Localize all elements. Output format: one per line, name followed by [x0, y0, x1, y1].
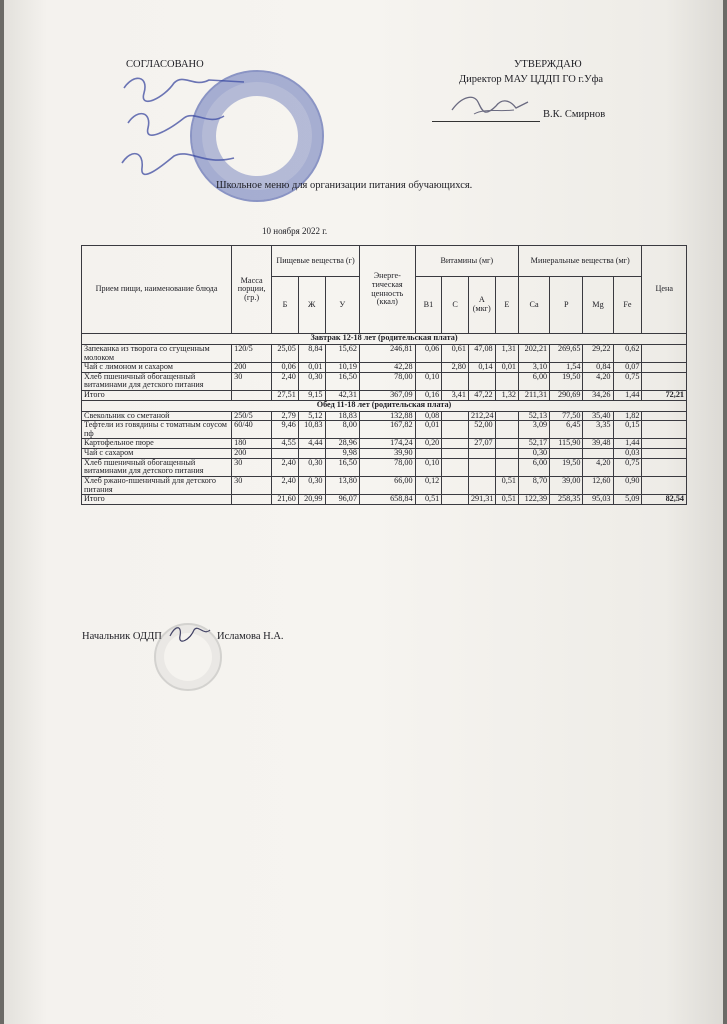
cell-a: 47,08 [468, 345, 495, 363]
cell-name: Свекольник со сметаной [82, 411, 232, 421]
cell-e: 0,01 [495, 363, 518, 373]
cell-u: 15,62 [325, 345, 359, 363]
document-page [4, 0, 723, 1024]
col-vitamins: Витамины (мг) [415, 246, 518, 277]
document-date: 10 ноября 2022 г. [262, 226, 328, 236]
cell-name: Запеканка из творога со сгущенным молоком [82, 345, 232, 363]
cell-fe: 0,07 [613, 363, 642, 373]
cell-portion: 60/40 [232, 421, 272, 439]
cell-e [495, 372, 518, 390]
cell-mg: 3,35 [583, 421, 613, 439]
cell-name: Итого [82, 391, 232, 401]
cell-zh: 10,83 [298, 421, 325, 439]
cell-b: 2,40 [272, 458, 299, 476]
cell-fe: 0,75 [613, 372, 642, 390]
cell-e [495, 458, 518, 476]
cell-portion [232, 495, 272, 505]
cell-e [495, 421, 518, 439]
cell-fe: 0,15 [613, 421, 642, 439]
cell-c [442, 495, 469, 505]
cell-fe: 0,75 [613, 458, 642, 476]
table-row [82, 439, 687, 449]
col-fe: Fe [613, 277, 642, 334]
col-portion: Масса порции, (гр.) [232, 246, 272, 334]
cell-fe: 0,03 [613, 449, 642, 459]
cell-p: 39,00 [550, 476, 583, 494]
col-e: Е [495, 277, 518, 334]
col-c: С [442, 277, 469, 334]
director-name: В.К. Смирнов [543, 109, 606, 120]
cell-b: 21,60 [272, 495, 299, 505]
cell-b: 9,46 [272, 421, 299, 439]
cell-p: 269,65 [550, 345, 583, 363]
cell-a [468, 458, 495, 476]
cell-fe: 1,44 [613, 439, 642, 449]
cell-ca: 6,00 [519, 372, 550, 390]
cell-portion: 250/5 [232, 411, 272, 421]
cell-mg [583, 449, 613, 459]
cell-price [642, 411, 687, 421]
menu-table [81, 245, 687, 505]
cell-price: 82,54 [642, 495, 687, 505]
cell-name: Чай с лимоном и сахаром [82, 363, 232, 373]
cell-p: 258,35 [550, 495, 583, 505]
cell-fe: 1,44 [613, 391, 642, 401]
cell-e [495, 439, 518, 449]
cell-energy: 246,81 [359, 345, 415, 363]
cell-p: 290,69 [550, 391, 583, 401]
cell-c [442, 411, 469, 421]
cell-portion: 180 [232, 439, 272, 449]
cell-name: Картофельное пюре [82, 439, 232, 449]
cell-price [642, 363, 687, 373]
document-title: Школьное меню для организации питания обучающихся. [216, 180, 473, 191]
cell-price [642, 372, 687, 390]
cell-p [550, 449, 583, 459]
cell-c: 0,61 [442, 345, 469, 363]
cell-zh: 5,12 [298, 411, 325, 421]
cell-b: 2,40 [272, 372, 299, 390]
cell-price [642, 458, 687, 476]
cell-c: 3,41 [442, 391, 469, 401]
cell-mg: 4,20 [583, 372, 613, 390]
cell-u: 16,50 [325, 372, 359, 390]
cell-ca: 3,09 [519, 421, 550, 439]
cell-zh: 0,30 [298, 372, 325, 390]
cell-b1: 0,10 [415, 372, 442, 390]
col-meal-name: Прием пищи, наименование блюда [82, 246, 232, 334]
cell-portion: 30 [232, 476, 272, 494]
cell-mg: 4,20 [583, 458, 613, 476]
col-b: Б [272, 277, 299, 334]
total-row [82, 495, 687, 505]
cell-fe: 5,09 [613, 495, 642, 505]
cell-a [468, 372, 495, 390]
cell-zh: 8,84 [298, 345, 325, 363]
cell-b1: 0,06 [415, 345, 442, 363]
col-p: Р [550, 277, 583, 334]
table-row [82, 363, 687, 373]
cell-zh: 20,99 [298, 495, 325, 505]
cell-zh: 0,30 [298, 458, 325, 476]
cell-zh: 4,44 [298, 439, 325, 449]
cell-portion: 200 [232, 363, 272, 373]
approval-right-label: УТВЕРЖДАЮ [514, 59, 582, 70]
cell-ca: 122,39 [519, 495, 550, 505]
cell-a: 0,14 [468, 363, 495, 373]
cell-mg: 34,26 [583, 391, 613, 401]
cell-zh [298, 449, 325, 459]
cell-energy: 66,00 [359, 476, 415, 494]
cell-c [442, 372, 469, 390]
col-u: У [325, 277, 359, 334]
cell-c [442, 421, 469, 439]
cell-ca: 0,30 [519, 449, 550, 459]
cell-b1: 0,10 [415, 458, 442, 476]
cell-mg: 12,60 [583, 476, 613, 494]
cell-portion: 200 [232, 449, 272, 459]
cell-a [468, 476, 495, 494]
cell-p: 77,50 [550, 411, 583, 421]
table-row [82, 421, 687, 439]
cell-zh: 9,15 [298, 391, 325, 401]
col-zh: Ж [298, 277, 325, 334]
cell-portion [232, 391, 272, 401]
cell-name: Тефтели из говядины с томатным соусом пф [82, 421, 232, 439]
cell-price [642, 449, 687, 459]
cell-energy: 174,24 [359, 439, 415, 449]
cell-ca: 211,31 [519, 391, 550, 401]
cell-b: 0,06 [272, 363, 299, 373]
cell-ca: 202,21 [519, 345, 550, 363]
cell-u: 42,31 [325, 391, 359, 401]
table-row [82, 458, 687, 476]
footer-stamp [154, 623, 222, 691]
cell-e: 0,51 [495, 495, 518, 505]
section-title: Обед 11-18 лет (родительская плата) [82, 400, 687, 411]
col-b1: В1 [415, 277, 442, 334]
col-minerals: Минеральные вещества (мг) [519, 246, 642, 277]
cell-energy: 367,09 [359, 391, 415, 401]
cell-b: 27,51 [272, 391, 299, 401]
cell-fe: 1,82 [613, 411, 642, 421]
cell-e: 1,32 [495, 391, 518, 401]
cell-name: Хлеб пшеничный обогащенный витаминами для детского питания [82, 458, 232, 476]
approval-left-label: СОГЛАСОВАНО [126, 59, 204, 70]
cell-e [495, 449, 518, 459]
cell-b: 4,55 [272, 439, 299, 449]
col-price: Цена [642, 246, 687, 334]
cell-a: 27,07 [468, 439, 495, 449]
cell-c [442, 449, 469, 459]
cell-a: 52,00 [468, 421, 495, 439]
cell-c [442, 458, 469, 476]
cell-c: 2,80 [442, 363, 469, 373]
director-position: Директор МАУ ЦДДП ГО г.Уфа [459, 74, 604, 85]
cell-price [642, 345, 687, 363]
table-row [82, 449, 687, 459]
cell-u: 10,19 [325, 363, 359, 373]
cell-u: 16,50 [325, 458, 359, 476]
col-energy: Энерге-тическая ценность (ккал) [359, 246, 415, 334]
cell-price: 72,21 [642, 391, 687, 401]
cell-b1: 0,20 [415, 439, 442, 449]
footer-position: Начальник ОДДП [82, 631, 162, 642]
cell-ca: 8,70 [519, 476, 550, 494]
cell-b [272, 449, 299, 459]
cell-c [442, 439, 469, 449]
cell-energy: 39,90 [359, 449, 415, 459]
cell-c [442, 476, 469, 494]
cell-u: 96,07 [325, 495, 359, 505]
cell-zh: 0,30 [298, 476, 325, 494]
cell-zh: 0,01 [298, 363, 325, 373]
table-row [82, 476, 687, 494]
cell-portion: 30 [232, 372, 272, 390]
cell-b: 2,79 [272, 411, 299, 421]
cell-ca: 52,13 [519, 411, 550, 421]
cell-p: 115,90 [550, 439, 583, 449]
cell-u: 9,98 [325, 449, 359, 459]
cell-b1 [415, 449, 442, 459]
cell-mg: 29,22 [583, 345, 613, 363]
cell-ca: 3,10 [519, 363, 550, 373]
cell-price [642, 476, 687, 494]
col-ca: Са [519, 277, 550, 334]
cell-e: 1,31 [495, 345, 518, 363]
cell-p: 19,50 [550, 372, 583, 390]
cell-b1: 0,51 [415, 495, 442, 505]
cell-mg: 95,03 [583, 495, 613, 505]
cell-name: Чай с сахаром [82, 449, 232, 459]
cell-energy: 78,00 [359, 372, 415, 390]
cell-ca: 6,00 [519, 458, 550, 476]
cell-name: Хлеб ржано-пшеничный для детского питания [82, 476, 232, 494]
cell-p: 19,50 [550, 458, 583, 476]
cell-mg: 0,84 [583, 363, 613, 373]
cell-fe: 0,90 [613, 476, 642, 494]
cell-b1: 0,16 [415, 391, 442, 401]
section-title: Завтрак 12-18 лет (родительская плата) [82, 334, 687, 345]
col-nutrients: Пищевые вещества (г) [272, 246, 360, 277]
total-row [82, 391, 687, 401]
cell-energy: 42,28 [359, 363, 415, 373]
col-a: А (мкг) [468, 277, 495, 334]
cell-energy: 658,84 [359, 495, 415, 505]
cell-u: 13,80 [325, 476, 359, 494]
table-row [82, 372, 687, 390]
cell-p: 6,45 [550, 421, 583, 439]
cell-price [642, 421, 687, 439]
cell-b1: 0,12 [415, 476, 442, 494]
cell-b1: 0,01 [415, 421, 442, 439]
cell-a: 291,31 [468, 495, 495, 505]
cell-p: 1,54 [550, 363, 583, 373]
cell-name: Итого [82, 495, 232, 505]
cell-energy: 78,00 [359, 458, 415, 476]
col-mg: Mg [583, 277, 613, 334]
cell-energy: 167,82 [359, 421, 415, 439]
cell-e [495, 411, 518, 421]
footer-signer: Исламова Н.А. [217, 631, 284, 642]
cell-b: 2,40 [272, 476, 299, 494]
table-row [82, 345, 687, 363]
cell-u: 8,00 [325, 421, 359, 439]
cell-portion: 120/5 [232, 345, 272, 363]
director-signature [444, 88, 534, 122]
cell-a [468, 449, 495, 459]
cell-b: 25,05 [272, 345, 299, 363]
cell-a: 212,24 [468, 411, 495, 421]
cell-u: 28,96 [325, 439, 359, 449]
cell-b1: 0,08 [415, 411, 442, 421]
cell-ca: 52,17 [519, 439, 550, 449]
cell-name: Хлеб пшеничный обогащенный витаминами для детского питания [82, 372, 232, 390]
cell-mg: 39,48 [583, 439, 613, 449]
cell-price [642, 439, 687, 449]
cell-a: 47,22 [468, 391, 495, 401]
cell-e: 0,51 [495, 476, 518, 494]
cell-fe: 0,62 [613, 345, 642, 363]
cell-u: 18,83 [325, 411, 359, 421]
cell-portion: 30 [232, 458, 272, 476]
cell-energy: 132,88 [359, 411, 415, 421]
cell-mg: 35,40 [583, 411, 613, 421]
table-row [82, 411, 687, 421]
cell-b1 [415, 363, 442, 373]
